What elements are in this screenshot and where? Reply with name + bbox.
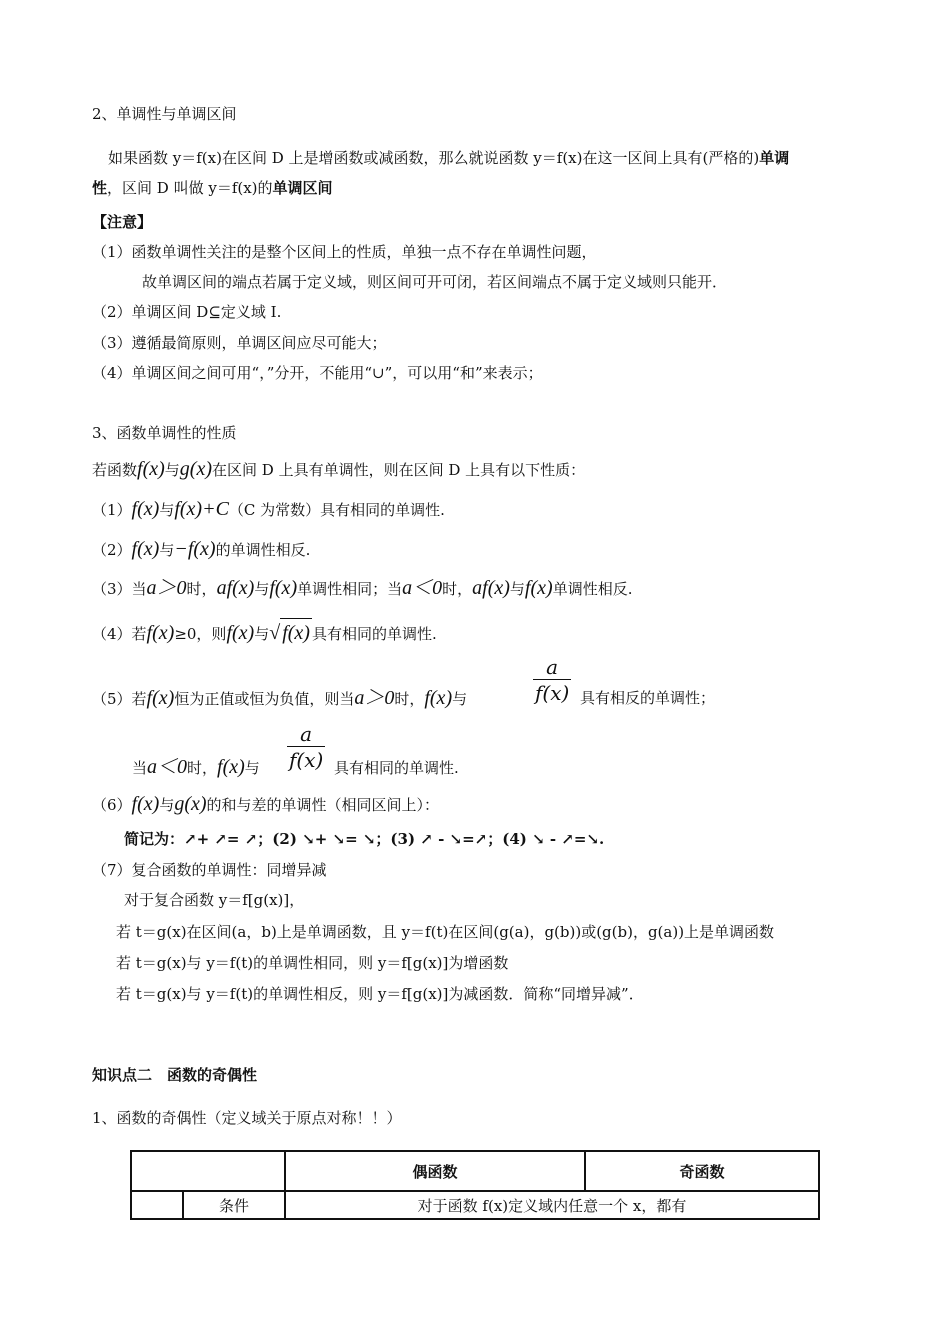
text: 与 (244, 759, 260, 777)
text: 的单调性相反. (215, 541, 311, 559)
text: （C 为常数）具有相同的单调性. (228, 501, 445, 519)
definition-bold-term: 单调 (759, 149, 790, 167)
math-a-negative: a＜0 (402, 577, 443, 599)
text: 时， (394, 690, 425, 708)
property-6 (92, 791, 439, 818)
text: （3）当 (92, 580, 147, 598)
property-5 (92, 655, 467, 711)
fraction-denominator: f(x) (289, 748, 324, 772)
definition-bold-term-cont: 性 (92, 179, 108, 197)
table-header-empty (131, 1151, 285, 1191)
math-sqrt-f: f(x) (280, 618, 312, 647)
note-title: 【注意】 (92, 213, 153, 231)
math-neg-f: −f(x) (174, 538, 216, 560)
math-f: f(x) (131, 538, 160, 560)
text: 单调性相同；当 (297, 580, 403, 598)
math-g: g(x) (179, 458, 212, 480)
math-af: af(x) (216, 577, 255, 599)
text: 与 (164, 461, 180, 479)
definition-bold-interval: 单调区间 (272, 179, 333, 197)
note-item-4: （4）单调区间之间可用“，”分开，不能用“∪”，可以用“和”来表示； (92, 364, 543, 382)
math-f: f(x) (226, 622, 255, 644)
math-f-plus-c: f(x)+C (174, 498, 229, 520)
text: 当 (132, 759, 148, 777)
sqrt-sign: √ (269, 622, 281, 644)
note-item-1-cont: 故单调区间的端点若属于定义域，则区间可开可闭，若区间端点不属于定义域则只能开． (142, 273, 728, 291)
definition-line-2 (92, 178, 333, 198)
property-7-line-4: 若 t＝g(x)与 y＝f(t)的单调性相反，则 y＝f[g(x)]为减函数．简称“同增异减”． (116, 985, 644, 1003)
math-f: f(x) (524, 577, 553, 599)
section-heading-monotonicity: 2、单调性与单调区间 (92, 105, 237, 123)
math-f: f(x) (131, 498, 160, 520)
properties-intro (92, 456, 585, 483)
text: 与 (254, 580, 270, 598)
section-heading-properties: 3、函数单调性的性质 (92, 424, 237, 442)
property-1 (92, 496, 445, 523)
parity-subheading: 1、函数的奇偶性（定义域关于原点对称！！） (92, 1109, 402, 1127)
text: 的和与差的单调性（相同区间上）： (206, 796, 440, 814)
text: 单调性相反. (552, 580, 633, 598)
fraction-a-over-f (533, 655, 571, 706)
property-7-line-3: 若 t＝g(x)与 y＝f(t)的单调性相同，则 y＝f[g(x)]为增函数 (116, 954, 509, 972)
fraction-numerator: a (300, 722, 313, 746)
text: 与 (509, 580, 525, 598)
property-5-case-2 (132, 754, 260, 781)
text: 与 (159, 541, 175, 559)
property-7-line-2: 若 t＝g(x)在区间(a，b)上是单调函数，且 y＝f(t)在区间(g(a)，g(b))或(g(b)，g(a))上是单调函数 (116, 923, 775, 941)
parity-table (130, 1150, 820, 1220)
text: 若函数 (92, 461, 138, 479)
property-7-line-1: 对于复合函数 y＝f[g(x)]， (124, 891, 305, 909)
math-f: f(x) (146, 687, 175, 709)
property-4 (92, 618, 437, 648)
math-f: f(x) (146, 622, 175, 644)
table-cell-empty (131, 1191, 183, 1219)
definition-text: 如果函数 y＝f(x)在区间 D 上是增函数或减函数，那么就说函数 y＝f(x)在这一区间上具有(严格的) (108, 149, 760, 167)
definition-text-2: ，区间 D 叫做 y＝f(x)的 (107, 179, 273, 197)
math-a-positive: a＞0 (146, 577, 187, 599)
math-af: af(x) (472, 577, 510, 599)
text: ≥0，则 (174, 625, 227, 643)
text: 恒为正值或恒为负值，则当 (174, 690, 355, 708)
property-3 (92, 575, 632, 602)
math-a-negative: a＜0 (147, 756, 188, 778)
math-a-positive: a＞0 (354, 687, 395, 709)
text: 与 (159, 796, 175, 814)
text: （5）若 (92, 690, 147, 708)
property-5-case-2-tail: 具有相同的单调性. (334, 759, 459, 777)
math-f: f(x) (217, 756, 245, 778)
text: （6） (92, 796, 132, 814)
knowledge-point-2-heading: 知识点二 函数的奇偶性 (92, 1066, 258, 1084)
text: （2） (92, 541, 132, 559)
text: 时， (186, 580, 217, 598)
note-item-3: （3）遵循最简原则，单调区间应尽可能大； (92, 334, 387, 352)
fraction-denominator: f(x) (535, 681, 570, 705)
math-f: f(x) (424, 687, 453, 709)
definition-line-1 (108, 148, 789, 168)
text: （1） (92, 501, 132, 519)
math-f: f(x) (131, 793, 160, 815)
table-cell-condition-label: 条件 (183, 1191, 285, 1219)
property-6-summary: 简记为：↗+ ↗= ↗；(2) ↘+ ↘= ↘；(3) ↗ - ↘=↗；(4) ↘ - ↗=↘. (124, 830, 605, 848)
text: 具有相同的单调性. (311, 625, 437, 643)
table-header-odd: 奇函数 (585, 1151, 819, 1191)
table-header-even: 偶函数 (285, 1151, 585, 1191)
text: 与 (452, 690, 468, 708)
fraction-a-over-f-2 (287, 722, 325, 773)
property-7: （7）复合函数的单调性：同增异减 (92, 861, 327, 879)
text: （4）若 (92, 625, 147, 643)
table-header-row (131, 1151, 819, 1191)
text: 时， (442, 580, 473, 598)
property-5-tail: 具有相反的单调性； (580, 689, 716, 707)
table-cell-condition-text: 对于函数 f(x)定义域内任意一个 x，都有 (285, 1191, 819, 1219)
property-2 (92, 536, 310, 563)
math-f: f(x) (137, 458, 165, 480)
text: 与 (159, 501, 175, 519)
text: 与 (254, 625, 270, 643)
fraction-numerator: a (546, 655, 559, 679)
note-item-1: （1）函数单调性关注的是整个区间上的性质，单独一点不存在单调性问题， (92, 243, 597, 261)
text: 时， (187, 759, 218, 777)
math-f: f(x) (269, 577, 298, 599)
text: 在区间 D 上具有单调性，则在区间 D 上具有以下性质： (212, 461, 586, 479)
note-item-2: （2）单调区间 D⊆定义域 I. (92, 303, 282, 321)
table-row (131, 1191, 819, 1219)
math-g: g(x) (174, 793, 207, 815)
